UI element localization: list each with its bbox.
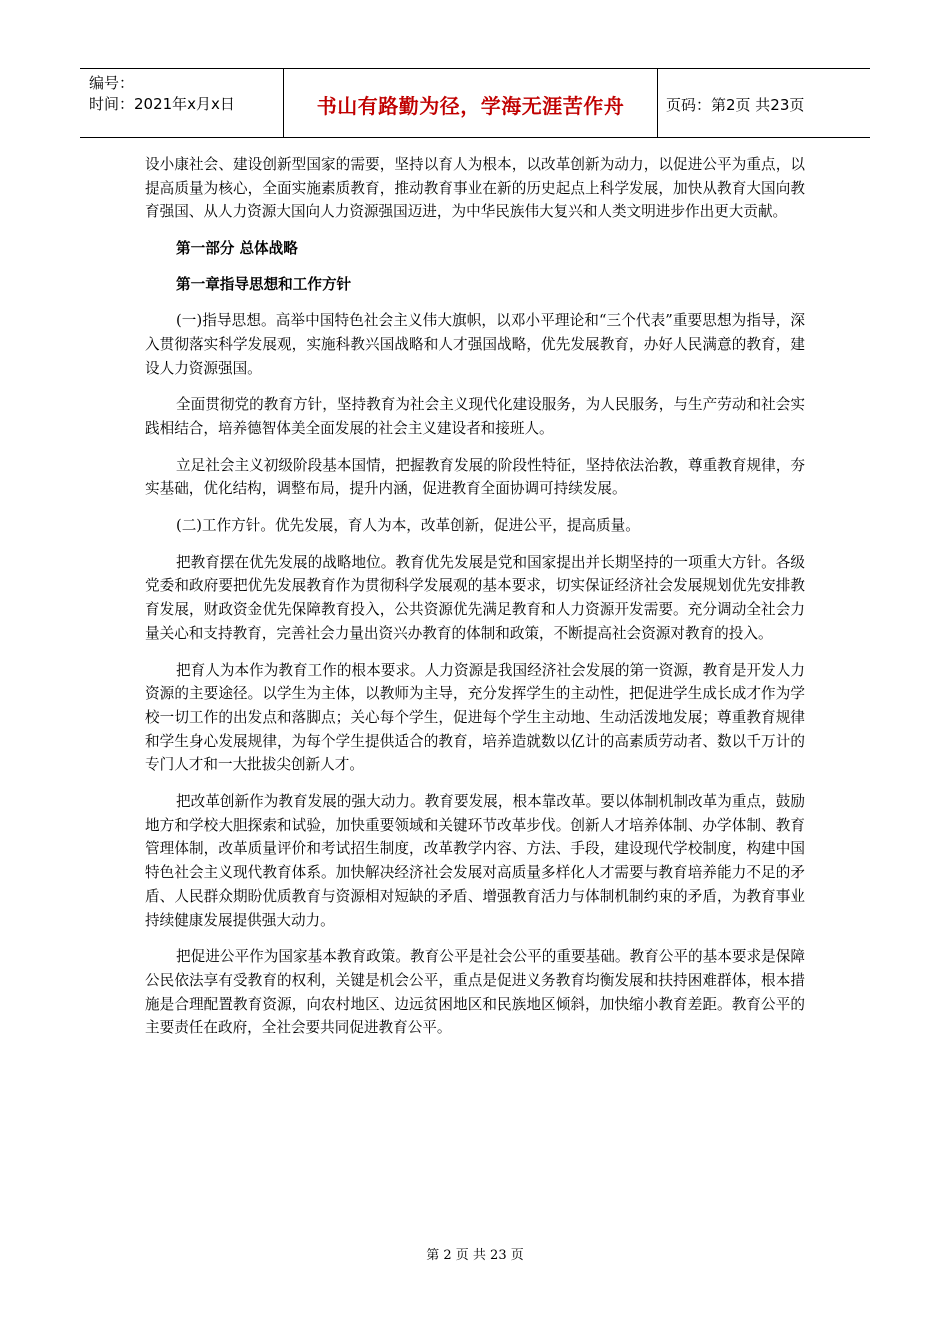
paragraph-guiding-ideology: (一)指导思想。高举中国特色社会主义伟大旗帜，以邓小平理论和“三个代表”重要思想为指导，深入贯彻落实科学发展观，实施科教兴国战略和人才强国战略，优先发展教育，办好人民满意的教育，建设人力资源强国。 [145,312,805,377]
header-page-info: 页码：第2页 共23页 [666,95,805,114]
chapter-heading: 第一章指导思想和工作方针 [176,276,352,294]
document-time-label: 时间：2021年x月x日 [89,95,235,113]
header-motto: 书山有路勤为径，学海无涯苦作舟 [284,69,658,137]
document-number-label: 编号： [89,74,135,92]
paragraph-reform-innovation: 把改革创新作为教育发展的强大动力。教育要发展，根本靠改革。要以体制机制改革为重点，鼓励地方和学校大胆探索和试验，加快重要领域和关键环节改革步伐。创新人才培养体制、办学体制、教育管理体制，改革质量评价和考试招生制度，改革教学内容、方法、手段，建设现代学校制度，构建中国特色社会主义现代教育体系。加快解决经济社会发展对高质量多样化人才需要与教育培养能力不足的矛盾、人民群众期盼优质教育与资源相对短缺的矛盾、增强教育活力与体制机制约束的矛盾，为教育事业持续健康发展提供强大动力。 [145,793,805,929]
part-heading: 第一部分 总体战略 [176,240,298,258]
page-footer: 第 2 页 共 23 页 [426,1248,524,1263]
page-header [80,68,870,138]
paragraph-work-guideline: (二)工作方针。优先发展，育人为本，改革创新，促进公平，提高质量。 [176,517,640,535]
header-meta [80,69,284,137]
paragraph-education-policy: 全面贯彻党的教育方针，坚持教育为社会主义现代化建设服务，为人民服务，与生产劳动和社会实践相结合，培养德智体美全面发展的社会主义建设者和接班人。 [145,396,805,437]
paragraph-national-conditions: 立足社会主义初级阶段基本国情，把握教育发展的阶段性特征，坚持依法治教，尊重教育规律，夯实基础，优化结构，调整布局，提升内涵，促进教育全面协调可持续发展。 [145,456,805,498]
paragraph-promote-fairness: 把促进公平作为国家基本教育政策。教育公平是社会公平的重要基础。教育公平的基本要求是保障公民依法享有受教育的权利，关键是机会公平，重点是促进义务教育均衡发展和扶持困难群体，根本措施是合理配置教育资源，向农村地区、边远贫困地区和民族地区倾斜，加快缩小教育差距。教育公平的主要责任在政府，全社会要共同促进教育公平。 [145,948,805,1037]
paragraph-priority-development: 把教育摆在优先发展的战略地位。教育优先发展是党和国家提出并长期坚持的一项重大方针。各级党委和政府要把优先发展教育作为贯彻科学发展观的基本要求，切实保证经济社会发展规划优先安排教育发展，财政资金优先保障教育投入，公共资源优先满足教育和人力资源开发需要。充分调动全社会力量关心和支持教育，完善社会力量出资兴办教育的体制和政策，不断提高社会资源对教育的投入。 [145,553,805,642]
paragraph-people-oriented: 把育人为本作为教育工作的根本要求。人力资源是我国经济社会发展的第一资源，教育是开发人力资源的主要途径。以学生为主体，以教师为主导，充分发挥学生的主动性，把促进学生成长成才作为学校一切工作的出发点和落脚点；关心每个学生，促进每个学生主动地、生动活泼地发展；尊重教育规律和学生身心发展规律，为每个学生提供适合的教育，培养造就数以亿计的高素质劳动者、数以千万计的专门人才和一大批拔尖创新人才。 [145,661,805,774]
document-body [145,153,805,1053]
intro-paragraph: 设小康社会、建设创新型国家的需要，坚持以育人为根本，以改革创新为动力，以促进公平为重点，以提高质量为核心，全面实施素质教育，推动教育事业在新的历史起点上科学发展，加快从教育大国向教育强国、从人力资源大国向人力资源强国迈进，为中华民族伟大复兴和人类文明进步作出更大贡献。 [145,156,805,221]
